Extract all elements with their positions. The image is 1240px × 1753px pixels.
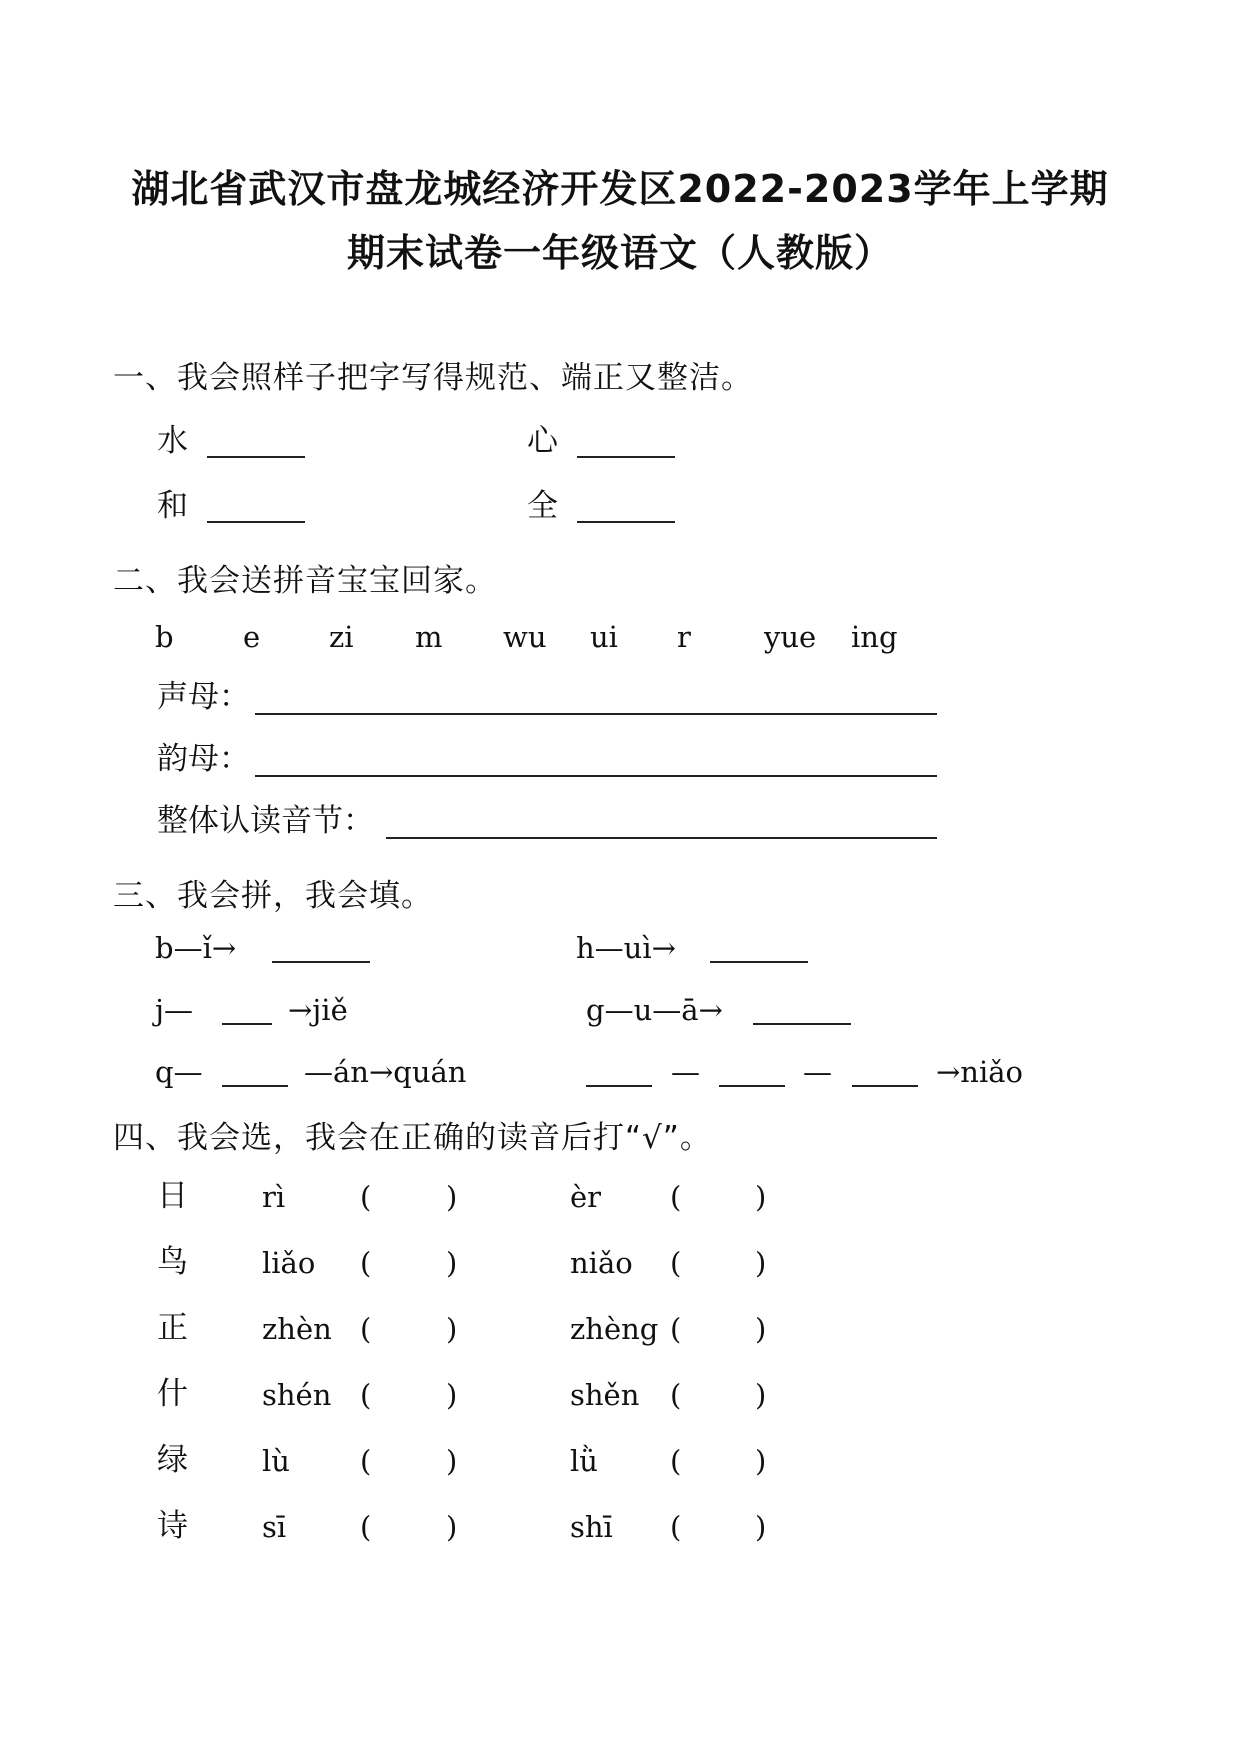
char-he: 和 — [157, 488, 188, 524]
answer-paren-close: ) — [755, 1180, 767, 1214]
spell-item-b: h—uì→ — [576, 931, 676, 965]
exam-title-line2: 期末试卷一年级语文（人教版） — [346, 231, 893, 275]
shengmu-answer-line[interactable] — [255, 713, 937, 715]
choice-option-1: shén — [262, 1378, 332, 1412]
spell-item-c-post: →jiě — [288, 993, 348, 1027]
answer-paren-open: ( — [670, 1180, 682, 1214]
spell-item-e-post: —án→quán — [304, 1055, 467, 1089]
answer-paren-open: ( — [360, 1180, 372, 1214]
choice-option-2: shī — [570, 1510, 613, 1544]
choice-option-1: zhèn — [262, 1312, 332, 1346]
answer-paren-close: ) — [446, 1246, 458, 1280]
pinyin-item: r — [677, 620, 691, 654]
choice-char: 诗 — [157, 1508, 188, 1544]
spell-item-e-pre: q— — [155, 1055, 203, 1089]
char-quan: 全 — [527, 488, 558, 524]
choice-char: 正 — [157, 1310, 188, 1346]
spell-answer-line[interactable] — [719, 1085, 785, 1087]
spell-item-a: b—ǐ→ — [155, 931, 237, 965]
spell-item-f-post: →niǎo — [936, 1055, 1023, 1089]
answer-paren-open: ( — [360, 1312, 372, 1346]
char-xin: 心 — [527, 423, 558, 459]
exam-title-line1: 湖北省武汉市盘龙城经济开发区2022-2023学年上学期 — [131, 167, 1109, 211]
answer-paren-close: ) — [755, 1510, 767, 1544]
choice-char: 什 — [157, 1376, 188, 1412]
answer-paren-open: ( — [670, 1510, 682, 1544]
choice-option-1: liǎo — [262, 1246, 316, 1280]
zhengti-label: 整体认读音节： — [157, 803, 374, 839]
pinyin-item: e — [243, 620, 261, 654]
answer-paren-open: ( — [670, 1378, 682, 1412]
answer-paren-close: ) — [755, 1312, 767, 1346]
pinyin-item: m — [415, 620, 443, 654]
spell-answer-line[interactable] — [852, 1085, 918, 1087]
choice-char: 绿 — [157, 1442, 188, 1478]
yunmu-label: 韵母： — [157, 741, 250, 777]
spell-answer-line[interactable] — [710, 961, 808, 963]
shengmu-label: 声母： — [157, 679, 250, 715]
answer-paren-close: ) — [755, 1444, 767, 1478]
section2-heading: 二、我会送拼音宝宝回家。 — [113, 563, 497, 599]
choice-char: 鸟 — [157, 1244, 188, 1280]
spell-answer-line[interactable] — [222, 1023, 272, 1025]
answer-paren-close: ) — [446, 1180, 458, 1214]
answer-paren-close: ) — [446, 1378, 458, 1412]
answer-paren-open: ( — [360, 1246, 372, 1280]
choice-option-2: lǜ — [570, 1444, 598, 1478]
section3-heading: 三、我会拼，我会填。 — [113, 878, 433, 914]
answer-paren-open: ( — [360, 1444, 372, 1478]
choice-option-2: shěn — [570, 1378, 640, 1412]
choice-char: 日 — [157, 1178, 188, 1214]
pinyin-item: wu — [503, 620, 547, 654]
spell-answer-line[interactable] — [753, 1023, 851, 1025]
spell-answer-line[interactable] — [222, 1085, 288, 1087]
answer-paren-close: ) — [446, 1444, 458, 1478]
answer-paren-close: ) — [755, 1246, 767, 1280]
spell-answer-line[interactable] — [272, 961, 370, 963]
choice-option-2: zhèng — [570, 1312, 659, 1346]
pinyin-item: yue — [764, 620, 817, 654]
choice-option-2: èr — [570, 1180, 602, 1214]
section1-heading: 一、我会照样子把字写得规范、端正又整洁。 — [113, 360, 753, 396]
section4-heading: 四、我会选，我会在正确的读音后打“√”。 — [113, 1120, 712, 1156]
pinyin-item: ui — [590, 620, 618, 654]
answer-paren-close: ) — [446, 1510, 458, 1544]
answer-paren-open: ( — [360, 1510, 372, 1544]
answer-paren-open: ( — [670, 1312, 682, 1346]
answer-paren-close: ) — [755, 1378, 767, 1412]
answer-paren-close: ) — [446, 1312, 458, 1346]
pinyin-item: ing — [851, 620, 898, 654]
spell-dash: — — [803, 1055, 832, 1089]
spell-item-c-pre: j— — [155, 993, 193, 1027]
answer-paren-open: ( — [670, 1246, 682, 1280]
write-line[interactable] — [577, 521, 675, 523]
char-shui: 水 — [157, 423, 188, 459]
pinyin-item: zi — [329, 620, 354, 654]
spell-dash: — — [671, 1055, 700, 1089]
choice-option-1: rì — [262, 1180, 286, 1214]
choice-option-1: lù — [262, 1444, 290, 1478]
spell-item-d: g—u—ā→ — [586, 993, 723, 1027]
spell-answer-line[interactable] — [586, 1085, 652, 1087]
write-line[interactable] — [207, 456, 305, 458]
answer-paren-open: ( — [360, 1378, 372, 1412]
zhengti-answer-line[interactable] — [386, 837, 937, 839]
pinyin-item: b — [155, 620, 174, 654]
choice-option-1: sī — [262, 1510, 287, 1544]
write-line[interactable] — [207, 521, 305, 523]
yunmu-answer-line[interactable] — [255, 775, 937, 777]
choice-option-2: niǎo — [570, 1246, 633, 1280]
write-line[interactable] — [577, 456, 675, 458]
answer-paren-open: ( — [670, 1444, 682, 1478]
